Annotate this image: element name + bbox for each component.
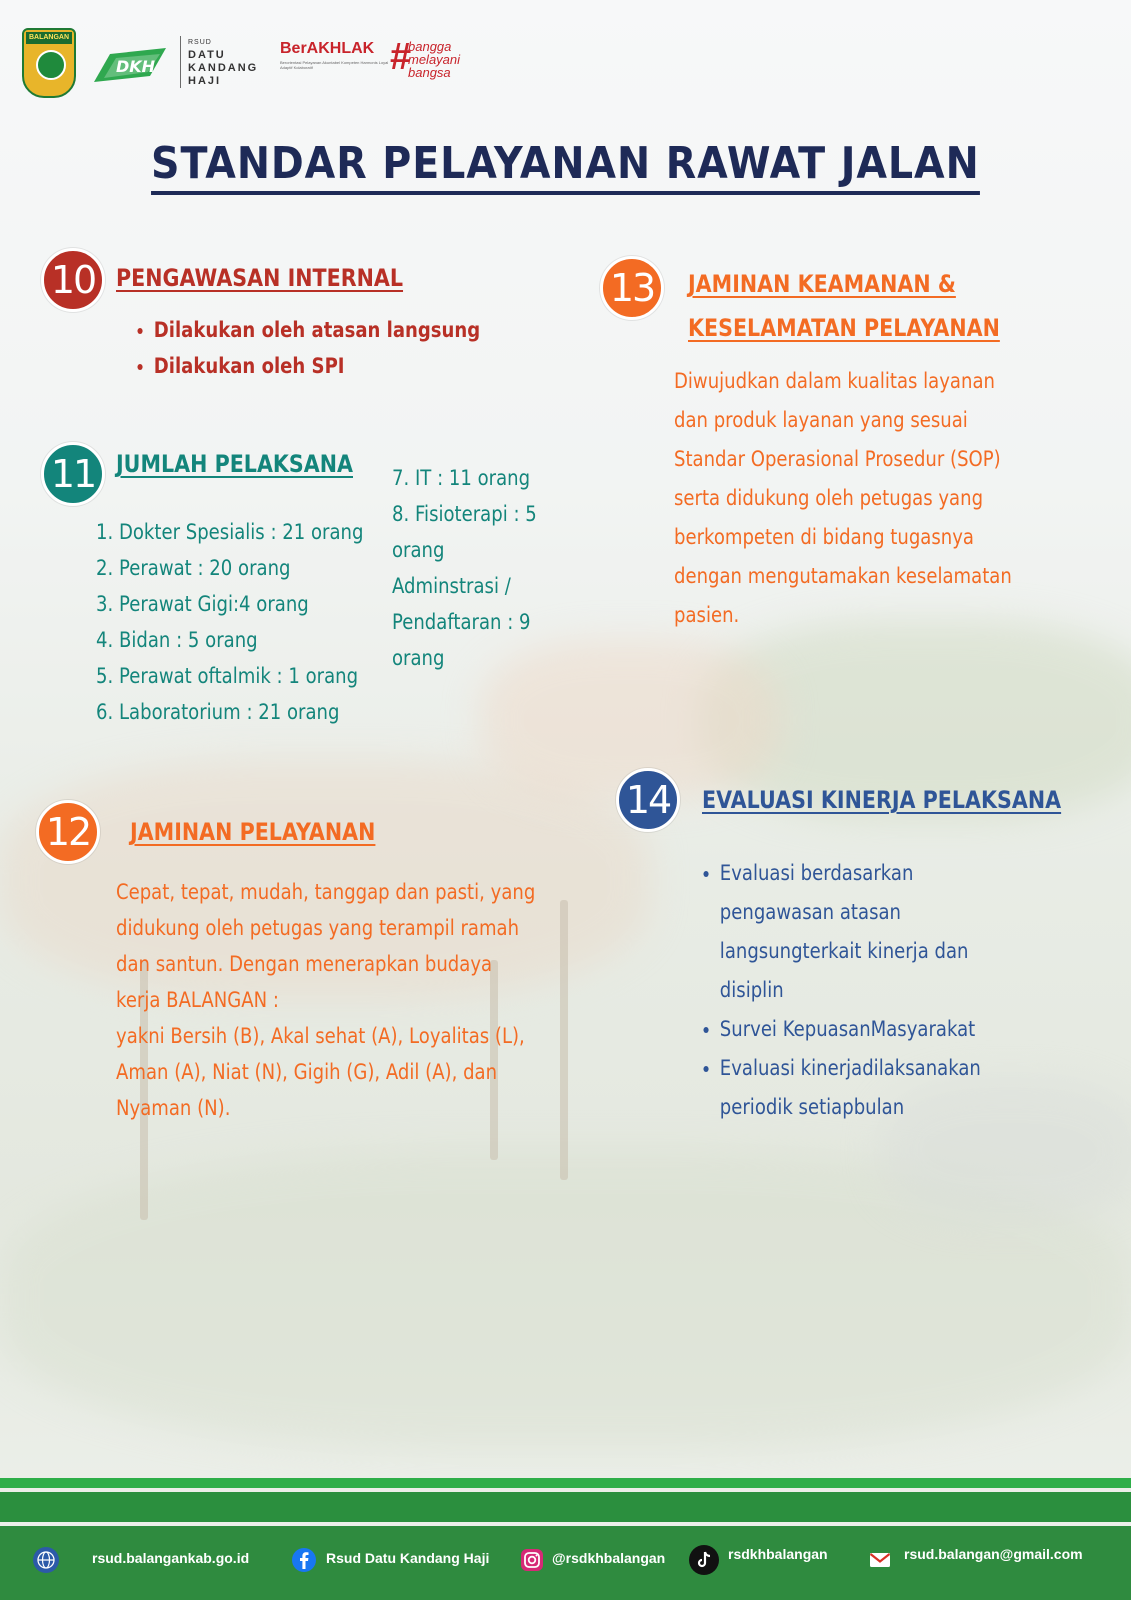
section-12-heading: JAMINAN PELAYANAN [130, 818, 376, 846]
berakhlak-logo: BerAKHLAK Berorientasi Pelayanan Akuntabel Kompeten Harmonis Loyal Adaptif Kolaboratif [280, 40, 389, 70]
section-14-list [694, 854, 981, 1127]
section-10-number-badge: 10 [41, 248, 105, 312]
section-14-heading: EVALUASI KINERJA PELAKSANA [702, 786, 1062, 814]
svg-text:DKH: DKH [116, 57, 156, 76]
page-title: STANDAR PELAYANAN RAWAT JALAN [0, 138, 1131, 195]
list-item: 2. Perawat : 20 orang [96, 556, 291, 580]
list-item: 8. Fisioterapi : 5 [392, 502, 537, 526]
list-item: orang [392, 538, 445, 562]
section-11-heading: JUMLAH PELAKSANA [116, 450, 353, 478]
list-item: • Evaluasi kinerjadilaksanakan periodik setiapbulan [720, 1049, 981, 1127]
crest-label: BALANGAN [26, 32, 72, 44]
footer-contacts [0, 1526, 1131, 1600]
list-item: • Dilakukan oleh atasan langsung [154, 312, 480, 348]
globe-icon [32, 1546, 60, 1574]
section-13-heading: JAMINAN KEAMANAN & KESELAMATAN PELAYANAN [688, 270, 1000, 342]
mail-icon [866, 1546, 894, 1574]
instagram-icon [518, 1546, 546, 1574]
list-item: 7. IT : 11 orang [392, 466, 531, 490]
list-item: • Survei KepuasanMasyarakat [720, 1010, 981, 1049]
section-11-staff-list-col1 [96, 514, 363, 730]
section-11-staff-list-col2 [392, 460, 537, 676]
tiktok-link[interactable]: rsdkhbalangan [728, 1546, 828, 1562]
list-item: 4. Bidan : 5 orang [96, 628, 258, 652]
footer-stripe [0, 1478, 1131, 1488]
section-13-number-badge: 13 [600, 256, 664, 320]
section-10-heading: PENGAWASAN INTERNAL [116, 264, 404, 292]
section-14-number-badge: 14 [616, 768, 680, 832]
list-item: Pendaftaran : 9 [392, 610, 531, 634]
website-link[interactable]: rsud.balangankab.go.id [92, 1550, 250, 1566]
list-item: 3. Perawat Gigi:4 orang [96, 592, 309, 616]
email-link[interactable]: rsud.balangan@gmail.com [904, 1546, 1083, 1562]
footer-stripe [0, 1492, 1131, 1522]
section-11-number-badge: 11 [41, 442, 105, 506]
section-12-text: Cepat, tepat, mudah, tanggap dan pasti, yang didukung oleh petugas yang terampil ramah dan santun. Dengan menerapkan budaya kerja BALANGAN : yakni Bersih (B), Akal sehat (A), Loyalitas (L), Aman (A), Niat (N), Gigih (G), Adil (A), dan Nyaman (N). [116, 880, 536, 1120]
facebook-link[interactable]: Rsud Datu Kandang Haji [326, 1550, 490, 1566]
list-item: orang [392, 646, 445, 670]
list-item: • Dilakukan oleh SPI [154, 348, 480, 384]
list-item: • Evaluasi berdasarkan pengawasan atasan langsungterkait kinerja dan disiplin [720, 854, 981, 1010]
section-12-number-badge: 12 [36, 800, 100, 864]
tiktok-icon [688, 1544, 720, 1576]
list-item: 1. Dokter Spesialis : 21 orang [96, 520, 364, 544]
balangan-crest-logo [22, 28, 76, 98]
section-13-text: Diwujudkan dalam kualitas layanan dan produk layanan yang sesuai Standar Operasional Prosedur (SOP) serta didukung oleh petugas yang berkompeten di bidang tugasnya dengan mengutamakan keselamatan pasien. [674, 369, 1012, 627]
list-item: 5. Perawat oftalmik : 1 orang [96, 664, 359, 688]
list-item: 6. Laboratorium : 21 orang [96, 700, 340, 724]
datu-kandang-haji-wordmark: RSUD DATU KANDANG HAJI [188, 39, 259, 87]
list-item: Adminstrasi / [392, 574, 511, 598]
dkh-logo [90, 42, 170, 88]
instagram-link[interactable]: @rsdkhbalangan [552, 1550, 666, 1566]
facebook-icon [290, 1546, 318, 1574]
section-10-list [128, 312, 480, 384]
